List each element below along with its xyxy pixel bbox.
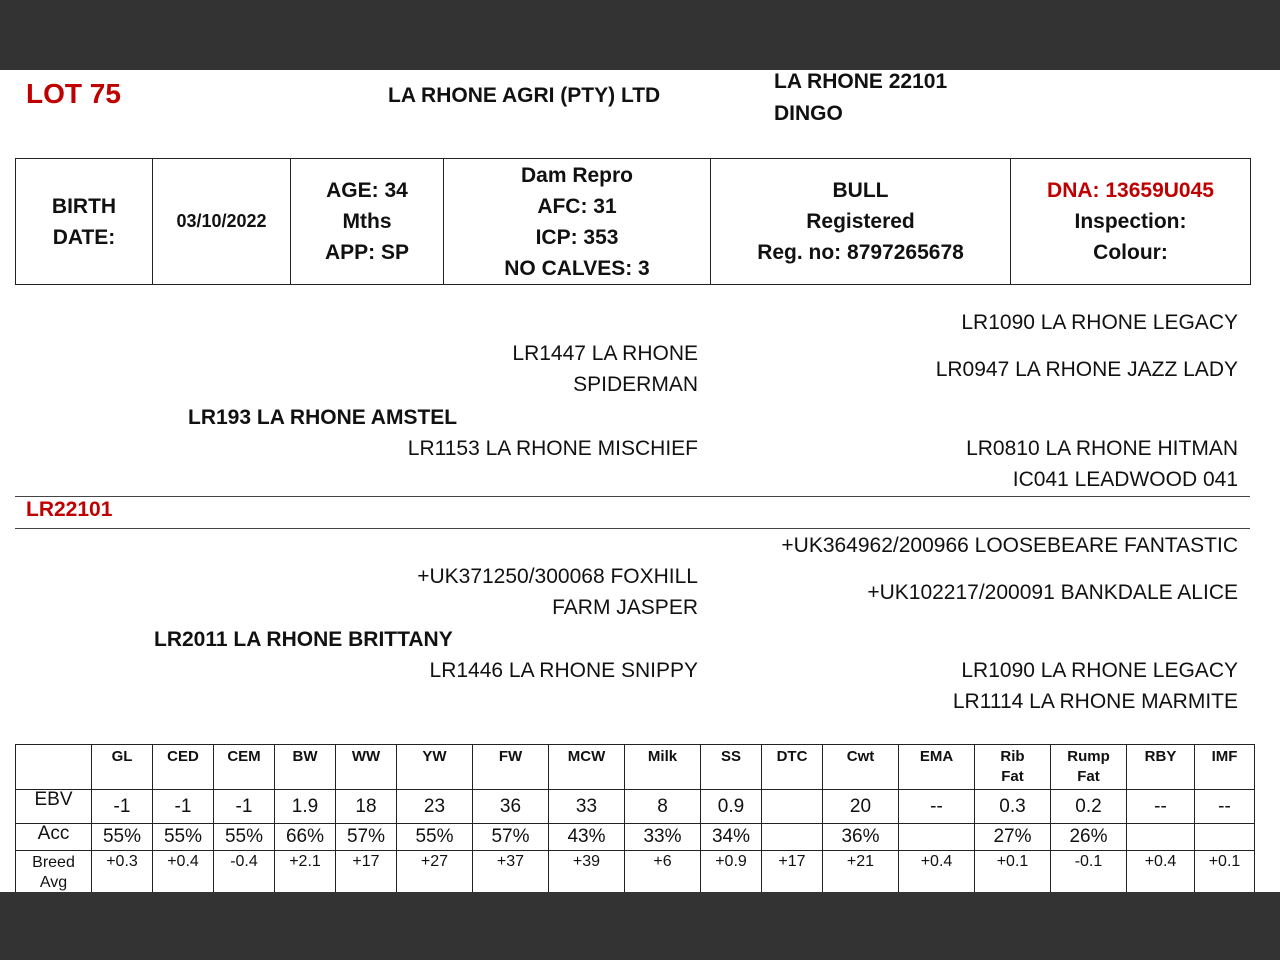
sire-sire-line-2: SPIDERMAN <box>573 373 698 396</box>
age-unit: Mths <box>342 210 392 233</box>
age-cell <box>291 159 444 285</box>
ebv-header-row-cell <box>275 745 336 790</box>
ebv-header-row-cell <box>701 745 762 790</box>
breed-avg-row-label-text: Breed <box>32 854 75 871</box>
animal-info-table <box>15 158 1251 285</box>
ebv-header-text: CED <box>167 748 199 765</box>
animal-code: LR22101 <box>26 498 113 521</box>
ebv-header-row-label <box>16 745 92 790</box>
sire-dam: LR1153 LA RHONE MISCHIEF <box>407 437 698 460</box>
ebv-header-text: Cwt <box>846 748 875 765</box>
acc-row-cell: 55% <box>397 824 473 851</box>
ebv-row-cell: 0.3 <box>975 790 1051 824</box>
icp-value: ICP: 353 <box>535 225 619 249</box>
dna-cell <box>1011 159 1251 285</box>
acc-row-label-text: Acc <box>37 823 70 844</box>
ebv-row-cell <box>762 790 823 824</box>
ebv-header-row-cell <box>549 745 625 790</box>
divider-lower <box>15 528 1250 529</box>
acc-row-cell: 27% <box>975 824 1051 851</box>
app-value: APP: SP <box>324 241 410 264</box>
animal-name-line-1: LA RHONE 22101 <box>774 70 948 93</box>
ebv-header-text-2: Fat <box>1077 768 1100 785</box>
ebv-table <box>15 744 1255 894</box>
breed-avg-row-cell: -0.4 <box>214 851 275 894</box>
ebv-header-row-cell <box>1127 745 1195 790</box>
acc-row-cell: 55% <box>153 824 214 851</box>
breed-avg-row-cell: +27 <box>397 851 473 894</box>
dna-value: DNA: 13659U045 <box>1047 179 1214 202</box>
dam-sire-line-2: FARM JASPER <box>552 596 698 619</box>
ebv-header-row-cell <box>397 745 473 790</box>
divider-upper <box>15 496 1250 497</box>
ebv-row-cell: 20 <box>823 790 899 824</box>
age-value: AGE: 34 <box>326 179 408 202</box>
ebv-header-row-cell <box>336 745 397 790</box>
breed-avg-row-label-text: Avg <box>39 874 68 891</box>
acc-row-cell: 55% <box>214 824 275 851</box>
sire-sire-dam: LR0947 LA RHONE JAZZ LADY <box>935 358 1238 381</box>
dam-sire-line-1: +UK371250/300068 FOXHILL <box>417 565 698 588</box>
ebv-header-text: BW <box>292 748 318 765</box>
ebv-header-row-cell <box>92 745 153 790</box>
afc-value: AFC: 31 <box>537 194 617 218</box>
ebv-row-cell: -1 <box>214 790 275 824</box>
dam-dam-dam: LR1114 LA RHONE MARMITE <box>952 690 1238 713</box>
ebv-row-cell: 18 <box>336 790 397 824</box>
ebv-row-cell: 0.9 <box>701 790 762 824</box>
bottom-dark-bar <box>0 892 1280 960</box>
sire-dam-dam: IC041 LEADWOOD 041 <box>1012 468 1238 491</box>
acc-row-cell <box>1195 824 1255 851</box>
ebv-row-cell: -- <box>1195 790 1255 824</box>
ebv-header-row-cell <box>473 745 549 790</box>
breed-avg-row-cell: +0.4 <box>153 851 214 894</box>
no-calves-value: NO CALVES: 3 <box>504 256 650 280</box>
acc-row-cell: 66% <box>275 824 336 851</box>
ebv-header-row-cell <box>1051 745 1127 790</box>
breed-avg-row-cell: -0.1 <box>1051 851 1127 894</box>
sex-value: BULL <box>832 179 889 202</box>
ebv-header-row-cell <box>899 745 975 790</box>
ebv-header-row-cell <box>214 745 275 790</box>
ebv-row-cell: -- <box>899 790 975 824</box>
dam-sire-dam: +UK102217/200091 BANKDALE ALICE <box>867 581 1238 604</box>
ebv-header-text: Milk <box>647 748 678 765</box>
ebv-header-row <box>16 745 1255 790</box>
birth-date-value: 03/10/2022 <box>153 159 291 285</box>
acc-row-cell: 34% <box>701 824 762 851</box>
acc-row-cell <box>1127 824 1195 851</box>
acc-row-label <box>16 824 92 851</box>
ebv-row-cell: 1.9 <box>275 790 336 824</box>
ebv-header-text: GL <box>111 748 133 765</box>
ebv-header-text: DTC <box>776 748 808 765</box>
sire: LR193 LA RHONE AMSTEL <box>188 406 458 429</box>
registration-cell <box>711 159 1011 285</box>
breed-avg-row <box>16 851 1255 894</box>
ebv-header-text: CEM <box>227 748 261 765</box>
sire-dam-sire: LR0810 LA RHONE HITMAN <box>966 437 1238 460</box>
breed-avg-row-cell: +0.4 <box>1127 851 1195 894</box>
ebv-header-text: Rib <box>1000 748 1025 765</box>
ebv-header-text: Rump <box>1067 748 1110 765</box>
breed-avg-row-cell: +0.4 <box>899 851 975 894</box>
dam-repro-cell <box>444 159 711 285</box>
dam: LR2011 LA RHONE BRITTANY <box>154 628 453 651</box>
dam-dam: LR1446 LA RHONE SNIPPY <box>429 659 698 682</box>
breed-avg-row-label <box>16 851 92 894</box>
ebv-header-text-2: Fat <box>1001 768 1024 785</box>
ebv-row-cell: 23 <box>397 790 473 824</box>
acc-row <box>16 824 1255 851</box>
dam-sire-sire: +UK364962/200966 LOOSEBEARE FANTASTIC <box>781 534 1238 557</box>
ebv-header-row-cell <box>762 745 823 790</box>
acc-row-cell <box>762 824 823 851</box>
breed-avg-row-cell: +0.1 <box>1195 851 1255 894</box>
dam-dam-sire: LR1090 LA RHONE LEGACY <box>961 659 1238 682</box>
acc-row-cell: 36% <box>823 824 899 851</box>
ebv-row-cell: 8 <box>625 790 701 824</box>
ebv-header-text: YW <box>422 748 447 765</box>
breed-avg-row-cell: +0.1 <box>975 851 1051 894</box>
registration-number: Reg. no: 8797265678 <box>757 241 964 264</box>
breed-avg-row-cell: +17 <box>336 851 397 894</box>
acc-row-cell: 26% <box>1051 824 1127 851</box>
breed-avg-row-cell: +39 <box>549 851 625 894</box>
breed-avg-row-cell: +6 <box>625 851 701 894</box>
ebv-header-text: EMA <box>919 748 954 765</box>
top-dark-bar <box>0 0 1280 70</box>
breed-avg-row-cell: +17 <box>762 851 823 894</box>
acc-row-cell: 33% <box>625 824 701 851</box>
colour-label: Colour: <box>1093 241 1168 264</box>
ebv-row-cell: 0.2 <box>1051 790 1127 824</box>
breed-avg-row-cell: +0.9 <box>701 851 762 894</box>
ebv-header-row-cell <box>153 745 214 790</box>
breed-avg-row-cell: +2.1 <box>275 851 336 894</box>
acc-row-cell: 43% <box>549 824 625 851</box>
dam-repro-title: Dam Repro <box>520 163 634 187</box>
breed-avg-row-cell: +21 <box>823 851 899 894</box>
ebv-header-text: RBY <box>1144 748 1177 765</box>
ebv-header-row-cell <box>823 745 899 790</box>
sire-sire-line-1: LR1447 LA RHONE <box>512 342 698 365</box>
birth-label-2: DATE: <box>52 225 116 249</box>
inspection-label: Inspection: <box>1074 210 1187 233</box>
breed-avg-row-cell: +0.3 <box>92 851 153 894</box>
acc-row-cell: 55% <box>92 824 153 851</box>
ebv-header-text: IMF <box>1211 748 1238 765</box>
birth-label-1: BIRTH <box>51 194 117 218</box>
ebv-row-cell: -- <box>1127 790 1195 824</box>
ebv-row-cell: -1 <box>92 790 153 824</box>
ebv-header-text: FW <box>498 748 523 765</box>
ebv-header-row-cell <box>975 745 1051 790</box>
ebv-header-text: WW <box>351 748 381 765</box>
acc-row-cell: 57% <box>336 824 397 851</box>
animal-name-line-2: DINGO <box>774 102 843 125</box>
acc-row-cell: 57% <box>473 824 549 851</box>
sire-sire-sire: LR1090 LA RHONE LEGACY <box>961 311 1238 334</box>
ebv-header-text: MCW <box>567 748 606 765</box>
animal-name <box>774 66 947 130</box>
ebv-row-label-text: EBV <box>34 789 73 810</box>
ebv-header-row-cell <box>1195 745 1255 790</box>
birth-date-label <box>16 159 153 285</box>
ebv-row-cell: 36 <box>473 790 549 824</box>
registration-status: Registered <box>806 210 915 233</box>
acc-row-cell <box>899 824 975 851</box>
ebv-header-text: SS <box>720 748 741 765</box>
ebv-row <box>16 790 1255 824</box>
dam-sire <box>417 561 698 623</box>
ebv-row-cell: -1 <box>153 790 214 824</box>
ebv-row-cell: 33 <box>549 790 625 824</box>
breed-avg-row-cell: +37 <box>473 851 549 894</box>
sire-sire <box>512 338 698 400</box>
lot-number: LOT 75 <box>26 78 121 109</box>
ebv-row-label <box>16 790 92 824</box>
breeder-name: LA RHONE AGRI (PTY) LTD <box>388 84 661 107</box>
ebv-header-row-cell <box>625 745 701 790</box>
